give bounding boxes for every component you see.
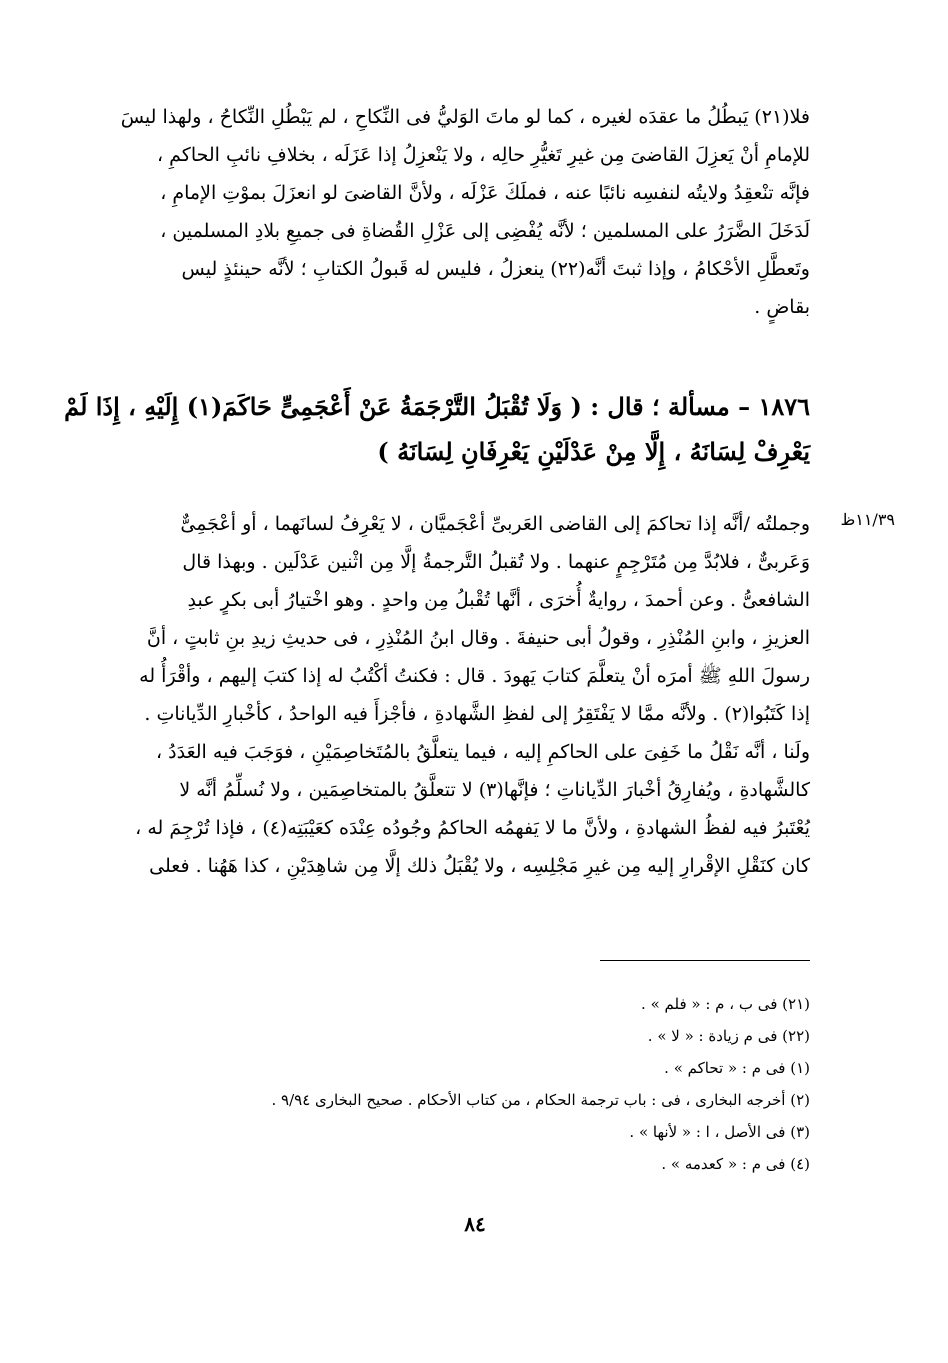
heading-line: ١٨٧٦ – مسألة ؛ قال : ( وَلَا تُقْبَلُ التَّرْجَمَةُ عَنْ أَعْجَمِىٍّ حَاكَمَ(١) إِلَيْهِ ، إِذَا لَمْ (64, 392, 810, 421)
margin-reference: ١١/٣٩ظ (840, 510, 895, 529)
paragraph-2 (135, 505, 810, 885)
footnote: (٢٢) فى م زيادة : « لا » . (647, 1027, 810, 1045)
footnotes (200, 988, 810, 1180)
text-line: كالشَّهادةِ ، ويُفارِقُ أخْبارَ الدِّياناتِ ؛ فإنَّها(٣) لا تتعلَّقُ بالمتخاصِمَين ، ولا نُسلِّمُ أنَّه لا (179, 779, 810, 801)
text-line: ولَنا ، أنَّه نَقْلُ ما خَفِىَ على الحاكمِ إليه ، فيما يتعلَّقُ بالمُتَخاصِمَيْنِ ، فوَجَبَ فيه العَدَدُ ، (156, 741, 810, 763)
heading-line: يَعْرِفْ لِسَانَهُ ، إِلَّا مِنْ عَدْلَيْنِ يَعْرِفَانِ لِسَانَهُ ) (377, 437, 810, 466)
text-line: إذا كَتَبُوا(٢) . ولأنَّه ممَّا لا يَفْتَقِرُ إلى لفظِ الشَّهادةِ ، فأجْزأَ فيه الواحدُ ، كأخْبارِ الدِّياناتِ . (144, 703, 810, 725)
text-line: فإنَّه تنْعقِدُ ولايتُه لنفسِه نائبًا عنه ، فملَكَ عَزْلَه ، ولأنَّ القاضىَ لو انعزَلَ بموْتِ الإمامِ ، (160, 182, 810, 204)
paragraph-1 (120, 98, 810, 326)
page-number: ٨٤ (464, 1212, 486, 1236)
footnote: (٢) أخرجه البخارى ، فى : باب ترجمة الحكام ، من كتاب الأحكام . صحيح البخارى ٩/٩٤ . (271, 1091, 810, 1109)
footnote: (١) فى م : « تحاكم » . (664, 1059, 810, 1077)
text-line: وجملتُه /أنَّه إذا تحاكمَ إلى القاضى العَربىِّ أعْجَميَّان ، لا يَعْرِفُ لسانَهما ، أو أعْجَمِىٌّ (180, 513, 810, 535)
footnote-separator (600, 960, 810, 961)
text-line: بقاضٍ . (754, 296, 810, 318)
text-line: وَعَربىٌّ ، فلابُدَّ مِن مُتَرْجِمٍ عنهما . ولا تُقبلُ التَّرجمةُ إلَّا مِن اثْنين عَدْلَين . وبهذا قال (182, 551, 810, 573)
issue-heading (64, 384, 810, 474)
text-line: العزيزِ ، وابنِ المُنْذِرِ ، وقولُ أبى حنيفةَ . وقال ابنُ المُنْذِرِ ، فى حديثِ زيدِ بنِ ثابتٍ ، أنَّ (146, 627, 810, 649)
footnote: (٣) فى الأصل ، ا : « لأنها » . (629, 1123, 810, 1141)
text-line: الشافعىُّ . وعن أحمدَ ، روايةٌ أُخرَى ، أنَّها تُقْبلُ مِن واحدٍ . وهو اخْتيارُ أبى بكرٍ عبدِ (187, 589, 810, 611)
footnote: (٤) فى م : « كعدمه » . (661, 1155, 810, 1173)
text-line: رسولَ اللهِ ﷺ أمرَه أنْ يتعلَّمَ كتابَ يَهودَ . قال : فكنتُ أكْتُبُ له إذا كتبَ إليهم ، وأقْرَأُ له (139, 665, 810, 687)
text-line: وتَعطَّلِ الأحْكامُ ، وإذا ثبتَ أنَّه(٢٢) ينعزلُ ، فليس له قَبولُ الكتابِ ؛ لأنَّه حينئذٍ ليس (181, 258, 810, 280)
footnote: (٢١) فى ب ، م : « فلم » . (641, 995, 810, 1013)
text-line: كان كنَقْلِ الإقْرارِ إليه مِن غيرِ مَجْلِسِه ، ولا يُقْبَلُ ذلك إلَّا مِن شاهِدَيْنِ ، كذا هَهُنا . فعلى (149, 855, 810, 877)
text-line: فلا(٢١) يَبطُلُ ما عقدَه لغيره ، كما لو ماتَ الوَليُّ فى النِّكاحِ ، لم يَبْطُلِ النِّكاحُ ، ولهذا ليسَ (120, 106, 810, 128)
text-line: لَدَخَلَ الضَّرَرُ على المسلمين ؛ لأنَّه يُفْضِى إلى عَزْلِ القُضاةِ فى جميعِ بلادِ المسلمين ، (160, 220, 810, 242)
text-line: يُعْتَبرُ فيه لفظُ الشهادةِ ، ولأنَّ ما لا يَفهمُه الحاكمُ وجُودُه عِنْدَه كعَيْبَتِه(٤) ، فإذا تُرْجِمَ له ، (135, 817, 810, 839)
text-line: للإمامِ أنْ يَعزِلَ القاضىَ مِن غيرِ تَغيُّرِ حالِه ، ولا يَنْعزِلُ إذا عَزَلَه ، بخلافِ نائبِ الحاكمِ ، (156, 144, 810, 166)
